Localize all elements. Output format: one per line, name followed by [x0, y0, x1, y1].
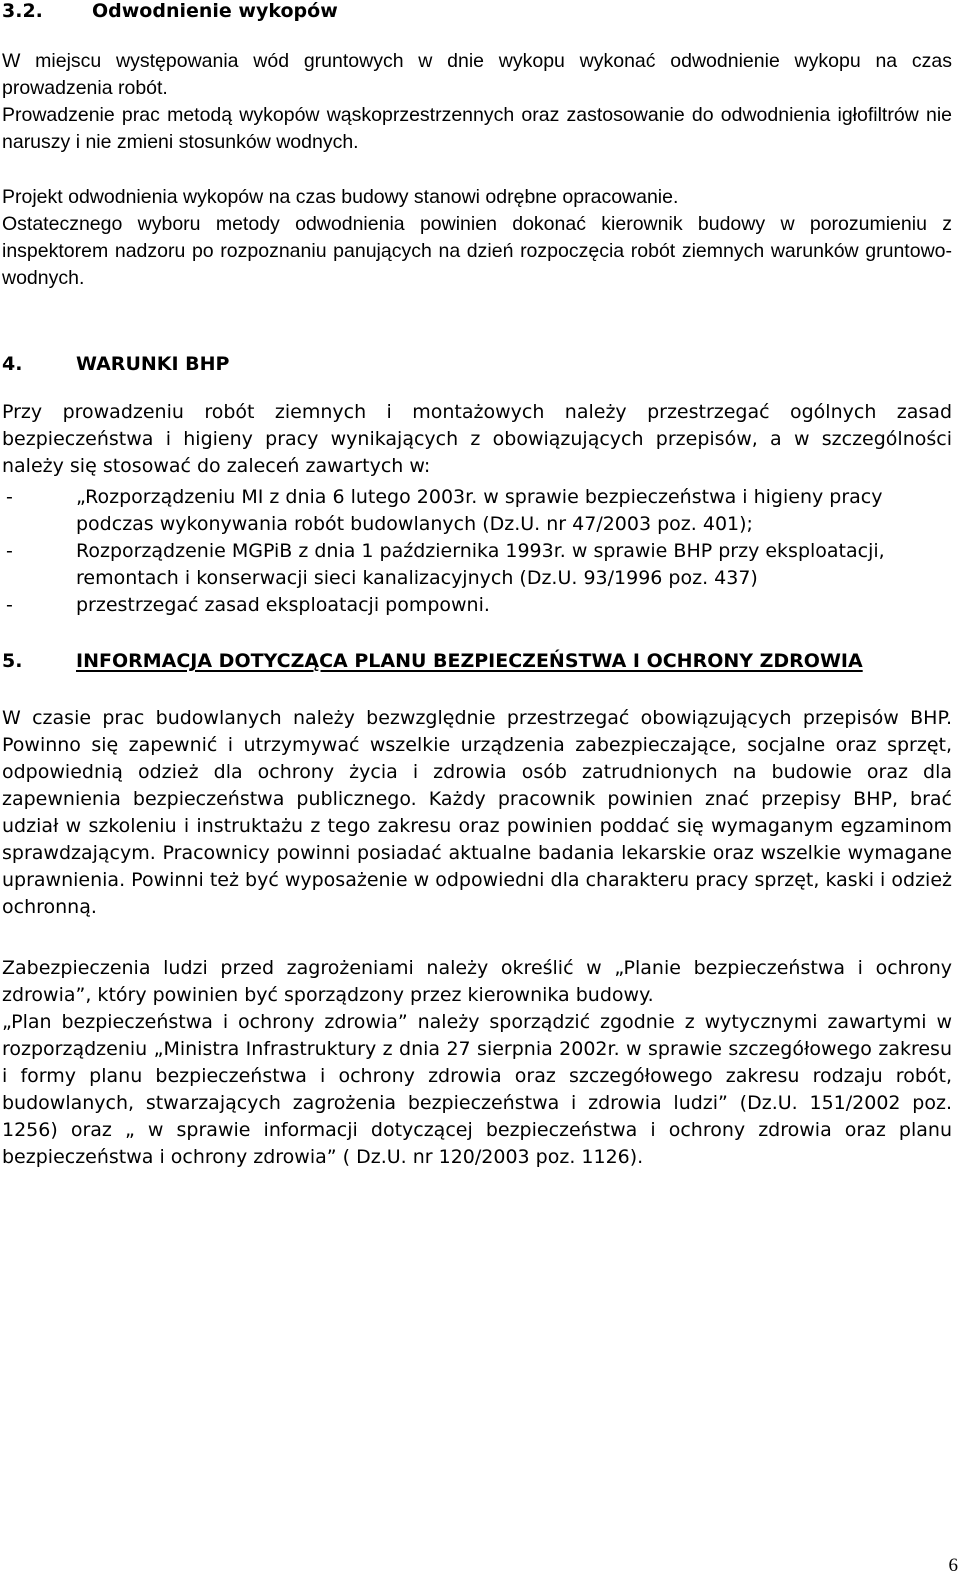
bullet-dash: - — [6, 540, 13, 562]
section-3-2-heading — [2, 0, 338, 22]
paragraph-bhp-intro: Przy prowadzeniu robót ziemnych i montażowych należy przestrzegać ogólnych zasad bezpieczeństwa i higieny pracy wynikających z obowiązujących przepisów, a w szczególności należy się stosować do zaleceń zawartych w: — [2, 401, 952, 477]
list-item — [2, 592, 952, 619]
list-item — [2, 484, 952, 538]
section-title: WARUNKI BHP — [76, 353, 230, 375]
paragraph-dewatering-2: Projekt odwodnienia wykopów na czas budowy stanowi odrębne opracowanie. Ostatecznego wyboru metody odwodnienia powinien dokonać kierownik budowy w porozumieniu z inspektorem nadzoru po rozpoznaniu panujących na dzień rozpoczęcia robót ziemnych warunków gruntowo-wodnych. — [2, 186, 952, 289]
bullet-dash: - — [6, 594, 13, 616]
paragraph-dewatering-1: W miejscu występowania wód gruntowych w dnie wykopu wykonać odwodnienie wykopu na czas prowadzenia robót. Prowadzenie prac metodą wykopów wąskoprzestrzennych oraz zastosowanie do odwodnienia igłofiltrów nie naruszy i nie zmieni stosunków wodnych. — [2, 50, 952, 153]
section-title: INFORMACJA DOTYCZĄCA PLANU BEZPIECZEŃSTWA I OCHRONY ZDROWIA — [76, 650, 863, 672]
section-number: 4. — [2, 353, 23, 375]
list-item — [2, 538, 952, 592]
paragraph-safety-plan-2: Zabezpieczenia ludzi przed zagrożeniami należy określić w „Planie bezpieczeństwa i ochrony zdrowia”, który powinien być sporządzony przez kierownika budowy. „Plan bezpieczeństwa i ochrony zdrowia” należy sporządzić zgodnie z wytycznymi zawartymi w rozporządzeniu „Ministra Infrastruktury z dnia 27 sierpnia 2002r. w sprawie szczegółowego zakresu i formy planu bezpieczeństwa i ochrony zdrowia oraz szczegółowego zakresu rodzaju robót, budowlanych, stwarzających zagrożenia bezpieczeństwa i zdrowia ludzi” (Dz.U. 151/2002 poz. 1256) oraz „ w sprawie informacji dotyczącej bezpieczeństwa i ochrony zdrowia oraz planu bezpieczeństwa i ochrony zdrowia” ( Dz.U. nr 120/2003 poz. 1126). — [2, 957, 952, 1168]
section-4-heading — [2, 353, 229, 375]
section-number: 5. — [2, 650, 23, 672]
paragraph-safety-plan-1: W czasie prac budowlanych należy bezwzględnie przestrzegać obowiązujących przepisów BHP. Powinno się zapewnić i utrzymywać wszelkie urządzenia zabezpieczające, socjalne oraz sprzęt, odpowiednią odzież dla ochrony życia i zdrowia osób zatrudnionych na budowie oraz dla zapewnienia bezpieczeństwa publicznego. Każdy pracownik powinien znać przepisy BHP, brać udział w szkoleniu i instruktażu z tego zakresu oraz powinien poddać się wymaganym egzaminom sprawdzającym. Pracownicy powinni posiadać aktualne badania lekarskie oraz wszelkie wymagane uprawnienia. Powinni też być wyposażenie w odpowiedni dla charakteru pracy sprzęt, kaski i odzież ochronną. — [2, 707, 952, 918]
regulations-list — [2, 484, 952, 619]
list-item-text: „Rozporządzeniu MI z dnia 6 lutego 2003r. w sprawie bezpieczeństwa i higieny pracy podczas wykonywania robót budowlanych (Dz.U. nr 47/2003 poz. 401); — [76, 486, 883, 535]
section-5-heading — [2, 650, 863, 672]
section-number: 3.2. — [2, 0, 43, 22]
list-item-text: przestrzegać zasad eksploatacji pompowni. — [76, 594, 490, 616]
bullet-dash: - — [6, 486, 13, 508]
section-title: Odwodnienie wykopów — [92, 0, 338, 22]
list-item-text: Rozporządzenie MGPiB z dnia 1 października 1993r. w sprawie BHP przy eksploatacji, remontach i konserwacji sieci kanalizacyjnych (Dz.U. 93/1996 poz. 437) — [76, 540, 885, 589]
page-number: 6 — [948, 1555, 958, 1576]
